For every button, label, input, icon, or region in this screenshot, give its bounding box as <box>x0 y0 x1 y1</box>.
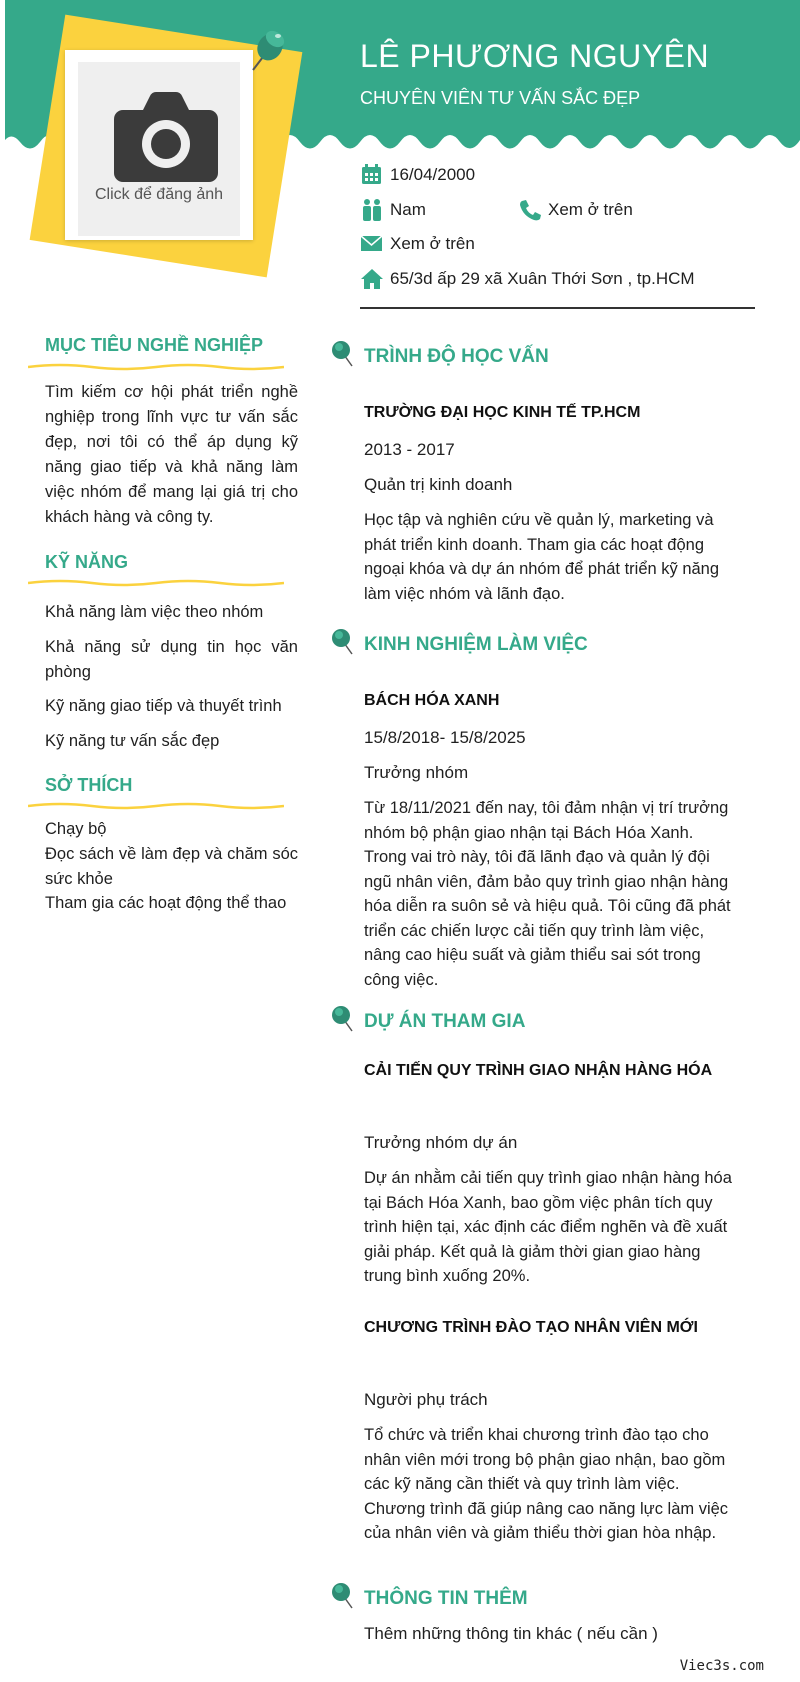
education-heading: TRÌNH ĐỘ HỌC VẤN <box>364 346 549 367</box>
address-value: 65/3d ấp 29 xã Xuân Thới Sơn , tp.HCM <box>390 269 695 288</box>
project-role: Trưởng nhóm dự án <box>364 1133 518 1152</box>
contact-address <box>360 268 695 290</box>
skills-heading: KỸ NĂNG <box>45 552 129 572</box>
hobby-item: Tham gia các hoạt động thể thao <box>45 894 287 912</box>
contact-email <box>360 233 475 255</box>
project-title: CHƯƠNG TRÌNH ĐÀO TẠO NHÂN VIÊN MỚI <box>364 1319 698 1336</box>
contact-gender <box>360 199 426 221</box>
education-description: Học tập và nghiên cứu về quản lý, marketing và phát triển kinh doanh. Tham gia các hoạt động ngoại khóa và dự án nhóm để phát triển kỹ năng làm việc nhóm và lãnh đạo. <box>364 511 720 603</box>
education-school: TRƯỜNG ĐẠI HỌC KINH TẾ TP.HCM <box>364 404 641 421</box>
experience-description: Từ 18/11/2021 đến nay, tôi đảm nhận vị trí trưởng nhóm bộ phận giao nhận tại Bách Hóa Xanh. Trong vai trò này, tôi đã lãnh đạo và quản lý đội ngũ nhân viên, đảm bảo quy trình giao nhận hàng hóa diễn ra suôn sẻ và hiệu quả. Tôi cũng đã phát triển các chiến lược cải tiến quy trình làm việc, nâng cao hiệu suất và giảm thiểu sai sót trong công việc. <box>364 799 731 989</box>
project-role: Người phụ trách <box>364 1390 488 1409</box>
contact-phone <box>518 199 633 221</box>
objective-text: Tìm kiếm cơ hội phát triển nghề nghiệp trong lĩnh vực tư vấn sắc đẹp, nơi tôi có thể áp dụng kỹ năng giao tiếp và khả năng làm việc nhóm để mang lại giá trị cho khách hàng và công ty. <box>45 383 298 526</box>
projects-heading: DỰ ÁN THAM GIA <box>364 1011 526 1032</box>
additional-text: Thêm những thông tin khác ( nếu cần ) <box>364 1624 658 1643</box>
experience-period: 15/8/2018- 15/8/2025 <box>364 728 526 747</box>
project-description: Dự án nhằm cải tiến quy trình giao nhận hàng hóa tại Bách Hóa Xanh, bao gồm việc phân tích quy trình hiện tại, xác định các điểm nghẽn và đề xuất giải pháp. Kết quả là giảm thời gian giao hàng trung bình xuống 20%. <box>364 1169 732 1285</box>
wavy-underline <box>28 801 284 811</box>
pushpin-icon <box>330 1580 358 1610</box>
phone-value: Xem ở trên <box>548 200 633 219</box>
photo-upload-text: Click để đăng ảnh <box>94 186 224 203</box>
photo-frame[interactable] <box>65 50 253 240</box>
skill-item: Khả năng làm việc theo nhóm <box>45 603 264 621</box>
candidate-position: CHUYÊN VIÊN TƯ VẤN SẮC ĐẸP <box>360 88 641 108</box>
email-value: Xem ở trên <box>390 234 475 253</box>
contact-divider <box>360 307 755 309</box>
photo-placeholder[interactable] <box>78 62 240 236</box>
calendar-icon <box>360 164 384 186</box>
hobby-item: Đọc sách về làm đẹp và chăm sóc sức khỏe <box>45 845 298 888</box>
pushpin-icon <box>248 25 290 73</box>
skill-item: Kỹ năng giao tiếp và thuyết trình <box>45 697 282 715</box>
phone-icon <box>518 199 542 221</box>
hobby-item: Chạy bộ <box>45 820 107 838</box>
gender-icon <box>360 199 384 221</box>
home-icon <box>360 268 384 290</box>
skill-item: Khả năng sử dụng tin học văn phòng <box>45 638 298 681</box>
project-description: Tổ chức và triển khai chương trình đào tạo cho nhân viên mới trong bộ phận giao nhận, bao gồm các kỹ năng cần thiết và quy trình làm việc. Chương trình đã giúp nâng cao năng lực làm việc của nhân viên và giảm thiểu thời gian hòa nhập. <box>364 1426 729 1542</box>
pushpin-icon <box>330 338 358 368</box>
project-title: CẢI TIẾN QUY TRÌNH GIAO NHẬN HÀNG HÓA <box>364 1062 713 1079</box>
watermark: Viec3s.com <box>679 1658 764 1674</box>
contact-birthday <box>360 164 475 186</box>
additional-heading: THÔNG TIN THÊM <box>364 1588 528 1609</box>
pushpin-icon <box>330 1003 358 1033</box>
camera-icon <box>114 92 218 182</box>
candidate-name: LÊ PHƯƠNG NGUYÊN <box>360 38 710 74</box>
hobbies-heading: SỞ THÍCH <box>45 775 133 795</box>
education-period: 2013 - 2017 <box>364 440 455 459</box>
gender-value: Nam <box>390 200 426 219</box>
experience-role: Trưởng nhóm <box>364 763 469 782</box>
birthday-value: 16/04/2000 <box>390 165 476 184</box>
objective-heading: MỤC TIÊU NGHỀ NGHIỆP <box>45 335 264 355</box>
experience-company: BÁCH HÓA XANH <box>364 692 500 709</box>
wavy-underline <box>28 578 284 588</box>
pushpin-icon <box>330 626 358 656</box>
email-icon <box>360 233 384 255</box>
wavy-underline <box>28 362 284 372</box>
skill-item: Kỹ năng tư vấn sắc đẹp <box>45 732 220 750</box>
education-major: Quản trị kinh doanh <box>364 475 513 494</box>
experience-heading: KINH NGHIỆM LÀM VIỆC <box>364 634 588 655</box>
